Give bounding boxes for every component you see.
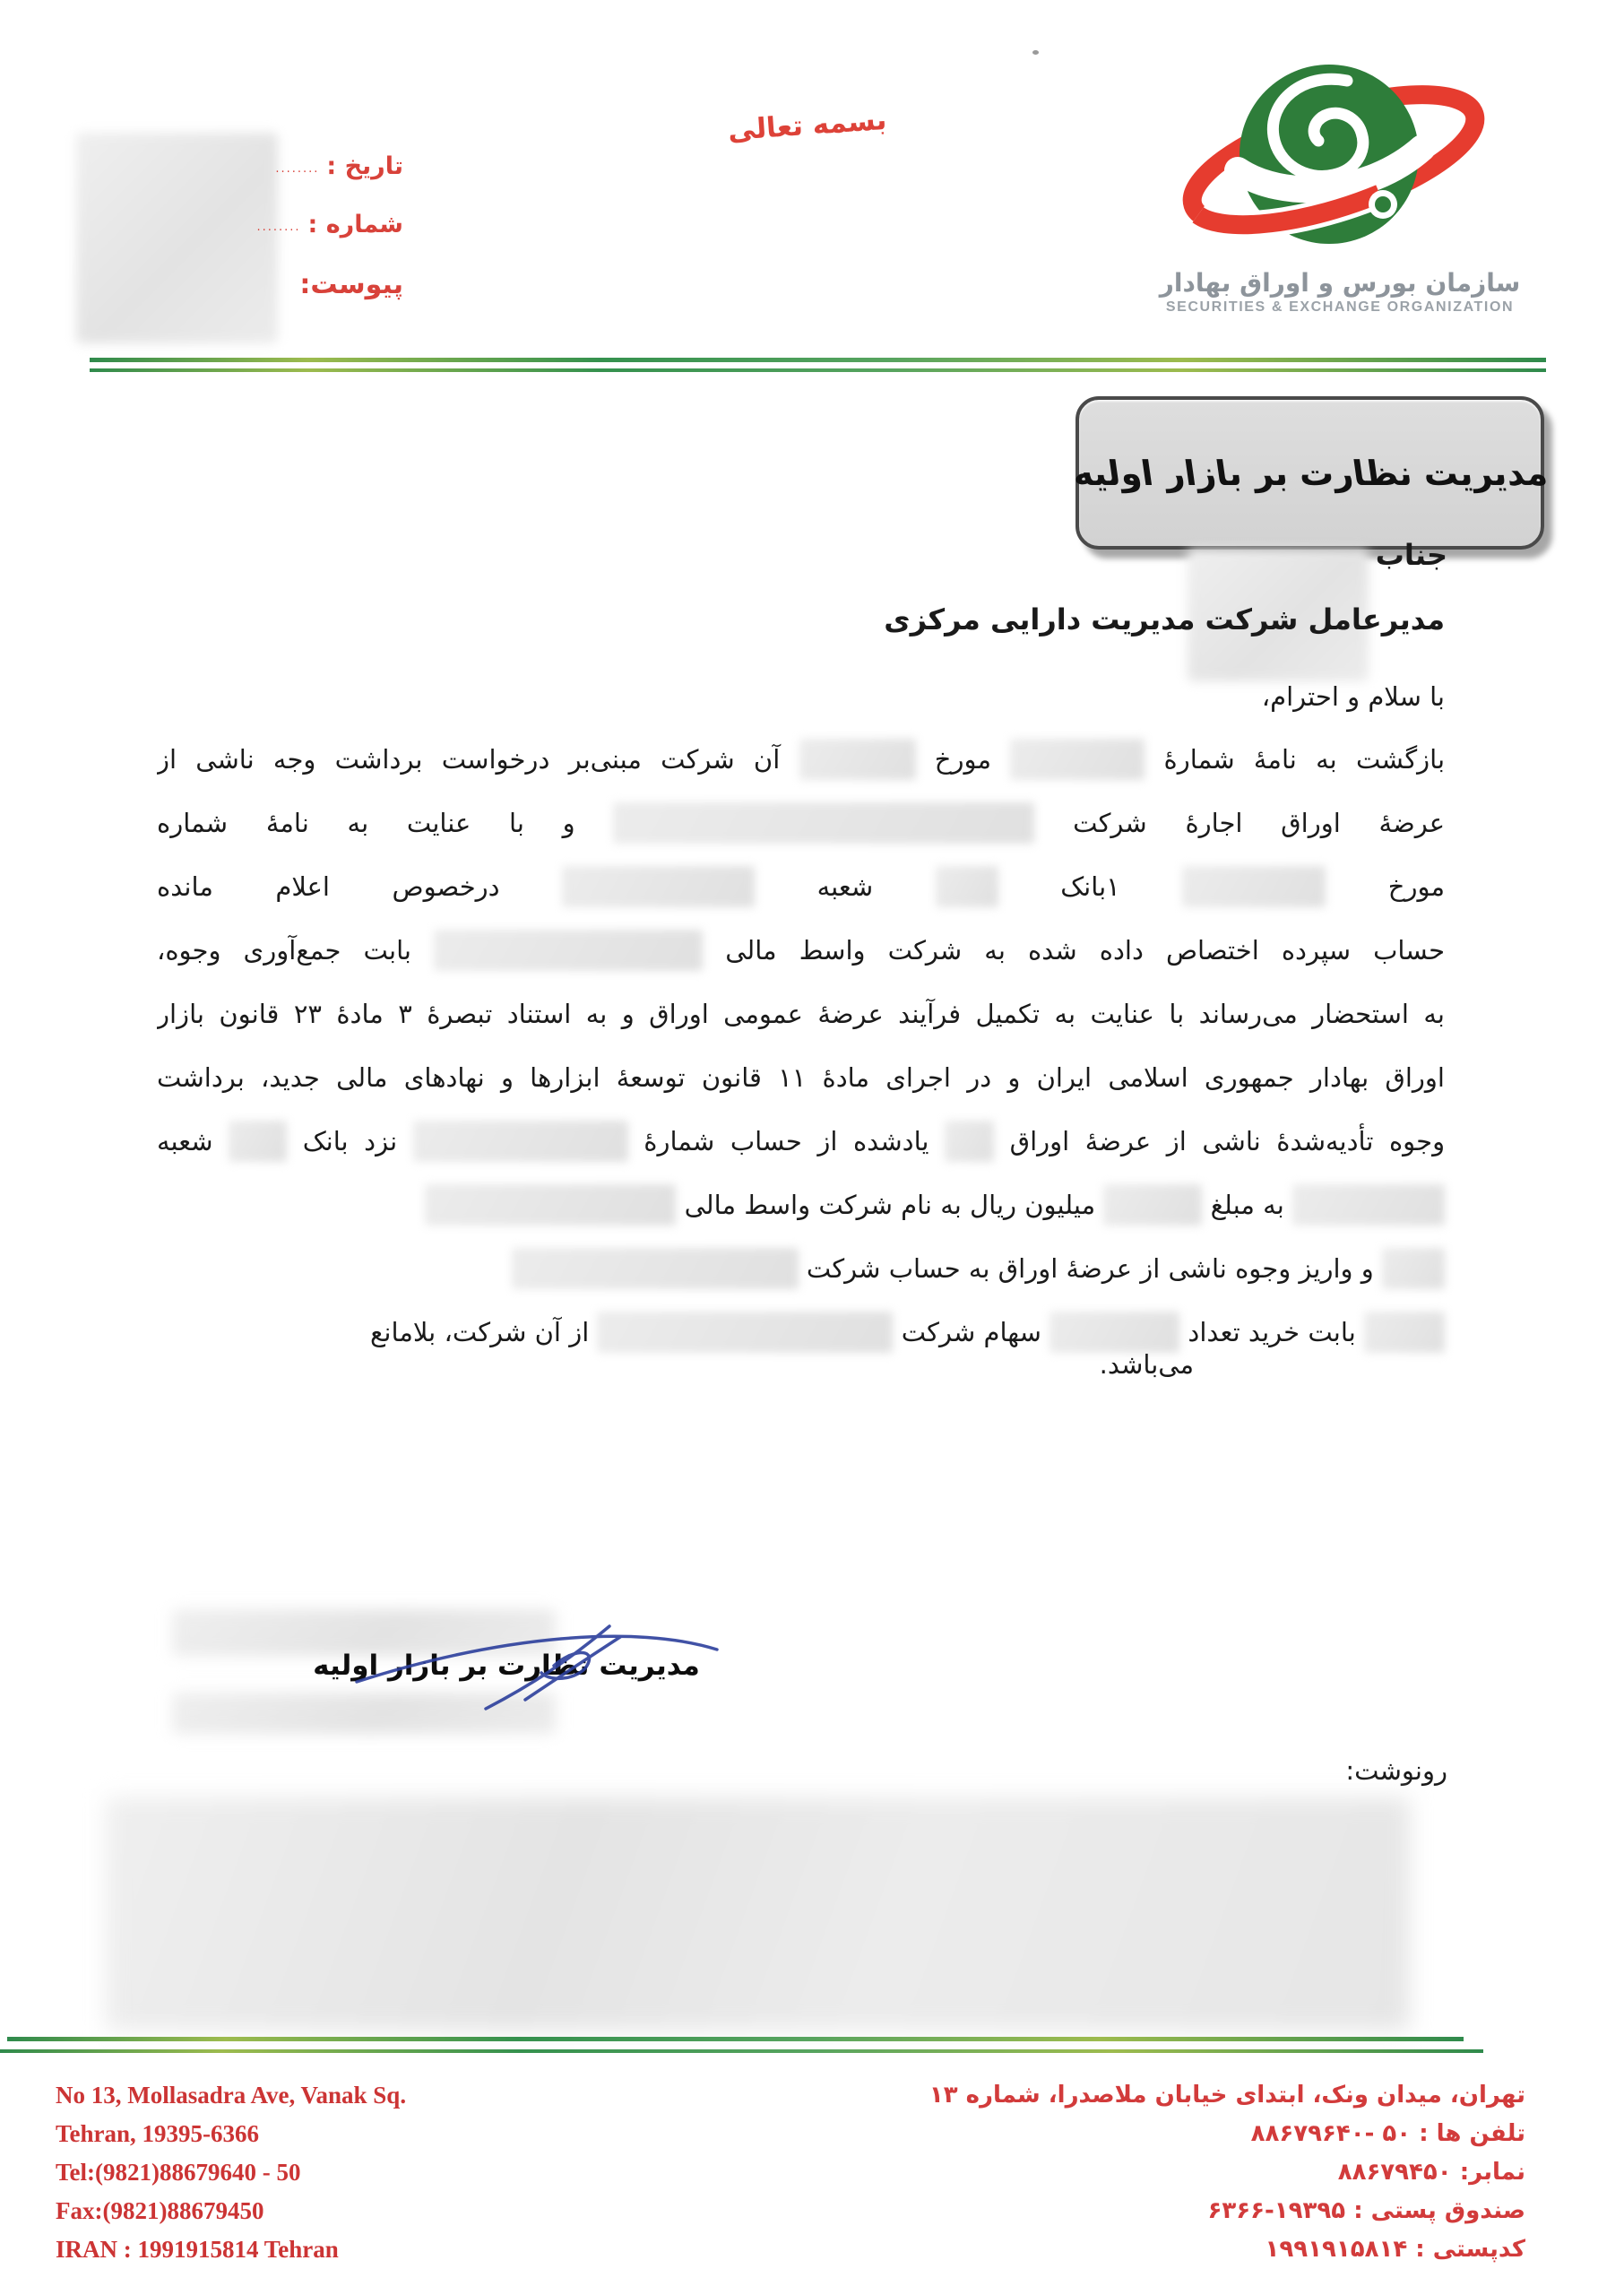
letter-meta — [256, 152, 403, 331]
body-text-segment: و با عنایت به نامهٔ شماره — [157, 808, 575, 838]
footer-rule-top — [7, 2037, 1464, 2041]
body-text-segment: ۱بانک — [1060, 871, 1120, 902]
body-text-segment: از آن شرکت، بلامانع — [370, 1317, 590, 1347]
body-text-segment: بابت خرید تعداد — [1188, 1317, 1356, 1347]
body-text-segment: نزد بانک — [302, 1126, 398, 1156]
signature-stamp-text: مدیریت نظارت بر بازار اولیه — [313, 1650, 700, 1682]
body-text-segment: اوراق بهادار جمهوری اسلامی ایران و در اجرای مادهٔ ۱۱ قانون توسعهٔ ابزارها و نهادهای مالی جدید، برداشت — [157, 1062, 1445, 1093]
footer-line: No 13, Mollasadra Ave, Vanak Sq. — [56, 2082, 407, 2109]
handwritten-signature — [341, 1610, 726, 1722]
attachment-label: پیوست: — [299, 269, 403, 300]
redacted-text — [945, 1121, 994, 1162]
footer-address-en — [56, 2076, 406, 2269]
footer-address-fa — [929, 2076, 1525, 2269]
footer-line: Tel:(9821)88679640 - 50 — [56, 2159, 301, 2186]
redacted-text — [1182, 866, 1326, 907]
redacted-text — [1364, 1312, 1445, 1353]
department-title-box — [1069, 396, 1551, 550]
body-text-segment: میلیون ریال به نام شرکت واسط مالی — [684, 1190, 1096, 1220]
meta-row-number — [256, 211, 403, 238]
body-text-segment: درخصوص اعلام مانده — [157, 871, 500, 902]
letter-body — [157, 728, 1445, 1364]
redacted-text — [1292, 1184, 1445, 1225]
redacted-text — [562, 866, 755, 907]
header-rule-top — [90, 358, 1546, 362]
body-text-segment: به استحضار می‌رساند با عنایت به تکمیل فرآیند عرضهٔ عمومی اوراق و به استناد تبصرهٔ ۳ مادهٔ ۲۳ قانون بازار — [157, 999, 1445, 1029]
redacted-text — [597, 1312, 893, 1353]
redacted-text — [413, 1121, 628, 1162]
greeting-line: با سلام و احترام، — [1261, 681, 1445, 712]
body-text-segment: وجوه تأدیه‌شدهٔ ناشی از عرضهٔ اوراق — [1009, 1126, 1445, 1156]
redacted-copy-recipients — [106, 1797, 1410, 2031]
footer-line: کدپستی : ۱۹۹۱۹۱۵۸۱۴ — [1265, 2236, 1525, 2263]
org-name-fa: سازمان بورس و اوراق بهادار — [1159, 268, 1521, 298]
footer-line: IRAN : 1991915814 Tehran — [56, 2236, 339, 2263]
redacted-text — [512, 1248, 799, 1289]
redacted-header-block — [76, 133, 278, 343]
footer-line: نمابر: ۸۸۶۷۹۴۵۰ — [1337, 2159, 1525, 2186]
date-dotted-line: ........ — [275, 162, 320, 176]
honorific: جناب — [1375, 538, 1447, 572]
body-text-segment: و واریز وجوه ناشی از عرضهٔ اوراق به حساب شرکت — [806, 1253, 1374, 1284]
org-name-en: SECURITIES & EXCHANGE ORGANIZATION — [1165, 299, 1515, 315]
letter-body-line — [157, 1046, 1445, 1110]
body-text-segment: شعبه — [157, 1126, 213, 1156]
body-text-segment: شعبه — [816, 871, 874, 902]
letter-body-line — [157, 855, 1445, 919]
footer-rule-bottom — [0, 2049, 1483, 2053]
letter-body-line — [157, 919, 1445, 983]
letter-body-line — [157, 1110, 1445, 1173]
letter-body-line — [157, 728, 1445, 792]
letter-body-line — [157, 1173, 1445, 1237]
bismillah-text: بسمه تعالی — [726, 103, 888, 148]
redacted-text — [1010, 739, 1145, 780]
redacted-text — [613, 802, 1034, 844]
number-dotted-line: ........ — [256, 221, 301, 234]
body-text-segment: عرضهٔ اوراق اجارهٔ شرکت — [1073, 808, 1445, 838]
redacted-text — [1103, 1184, 1202, 1225]
closing-word: می‌باشد. — [1099, 1349, 1194, 1380]
letter-body-line — [157, 1237, 1445, 1301]
footer-line: صندوق پستی : ۱۹۳۹۵-۶۳۶۶ — [1207, 2197, 1525, 2224]
copy-to-label: رونوشت: — [1345, 1755, 1447, 1786]
body-text-segment: به مبلغ — [1210, 1190, 1284, 1220]
body-text-segment: آن شرکت مبنی‌بر درخواست برداشت وجه ناشی از — [157, 744, 781, 775]
number-label: شماره : — [307, 211, 403, 238]
body-text-segment: یادشده از حساب شمارهٔ — [644, 1126, 929, 1156]
redacted-text — [425, 1184, 676, 1225]
footer-line: Tehran, 19395-6366 — [56, 2120, 260, 2147]
body-text-segment: حساب سپرده اختصاص داده شده به شرکت واسط مالی — [725, 935, 1445, 966]
redacted-text — [434, 930, 703, 971]
redacted-text — [799, 739, 916, 780]
redacted-text — [1382, 1248, 1445, 1289]
letter-body-line — [157, 1301, 1445, 1364]
body-text-segment: بابت جمع‌آوری وجوه، — [157, 935, 411, 966]
footer-line: تهران، میدان ونک، ابتدای خیابان ملاصدرا، شماره ۱۳ — [929, 2082, 1525, 2109]
body-text-segment: مورخ — [1387, 871, 1445, 902]
recipient-title: مدیرعامل شرکت مدیریت دارایی مرکزی — [884, 602, 1445, 637]
body-text-segment: بازگشت به نامهٔ شمارهٔ — [1163, 744, 1445, 775]
footer-line: Fax:(9821)88679450 — [56, 2197, 264, 2224]
organization-logo — [1147, 54, 1533, 316]
body-text-segment: سهام شرکت — [901, 1317, 1041, 1347]
scan-artifact-dot — [1032, 50, 1039, 55]
body-text-segment: مورخ — [934, 744, 992, 775]
redacted-text — [229, 1121, 287, 1162]
redacted-text — [1050, 1312, 1179, 1353]
meta-row-date — [260, 152, 403, 180]
globe-swoosh-icon — [1179, 54, 1501, 264]
date-label: تاریخ : — [326, 152, 403, 180]
department-title: مدیریت نظارت بر بازار اولیه — [1069, 453, 1551, 493]
redacted-text — [936, 866, 998, 907]
footer-line: تلفن ها : ۵۰ -۸۸۶۷۹۶۴۰ — [1250, 2120, 1525, 2147]
letter-body-line — [157, 792, 1445, 855]
meta-row-attachment — [260, 269, 403, 300]
header-rule-bottom — [90, 368, 1546, 372]
letter-body-line — [157, 983, 1445, 1046]
